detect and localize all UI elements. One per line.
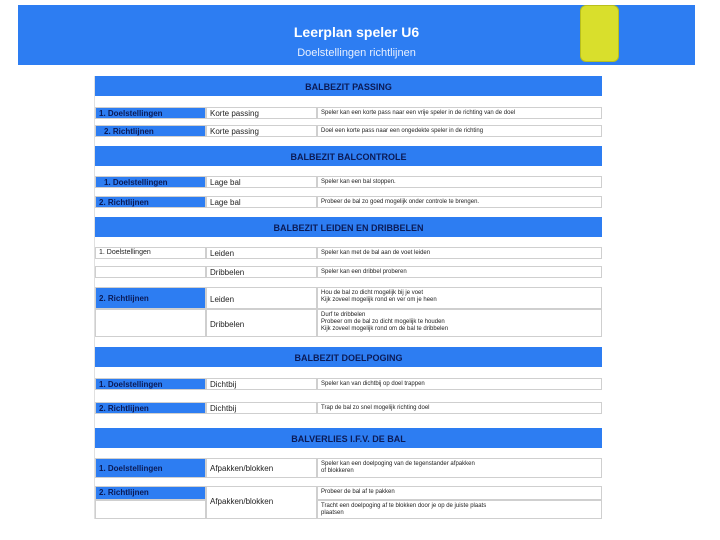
- row-desc: [317, 287, 602, 309]
- row-item: Lage bal: [206, 176, 317, 188]
- row-item: Dribbelen: [206, 266, 317, 278]
- row-label: 1. Doelstellingen: [95, 458, 206, 478]
- section-header-control: [95, 146, 602, 166]
- table-row: [95, 309, 602, 337]
- section-title: BALVERLIES I.F.V. DE BAL: [291, 434, 406, 444]
- row-label: 2. Richtlijnen: [95, 196, 206, 208]
- row-desc: Speler kan van dichtbij op doel trappen: [317, 378, 602, 390]
- table-row: [95, 196, 602, 208]
- desc-line: of blokkeren: [321, 468, 354, 474]
- row-desc: Speler kan een bal stoppen.: [317, 176, 602, 188]
- slide-title: Leerplan speler U6: [293, 24, 420, 40]
- desc-line: Probeer om de bal zo dicht mogelijk te houden: [321, 319, 445, 325]
- section-title: BALBEZIT LEIDEN EN DRIBBELEN: [273, 223, 424, 233]
- row-desc: Probeer de bal af te pakken: [317, 486, 602, 500]
- row-label: 2. Richtlijnen: [95, 402, 206, 414]
- section-header-dribble: [95, 217, 602, 237]
- row-item: Afpakken/blokken: [206, 458, 317, 478]
- section-header-loss: [95, 428, 602, 448]
- row-item: Korte passing: [206, 107, 317, 119]
- row-label: 2. Richtlijnen: [95, 287, 206, 309]
- desc-line: Tracht een doelpoging af te blokken door je op de juiste plaats: [321, 503, 487, 509]
- desc-line: Hou de bal zo dicht mogelijk bij je voet: [321, 290, 424, 296]
- section-header-passing: [95, 76, 602, 96]
- row-desc: [317, 309, 602, 337]
- row-item: Dribbelen: [206, 309, 317, 337]
- row-desc: Speler kan met de bal aan de voet leiden: [317, 247, 602, 259]
- row-desc: Probeer de bal zo goed mogelijk onder controle te brengen.: [317, 196, 602, 208]
- table-row: [95, 247, 602, 259]
- table-row: [95, 125, 602, 137]
- table-row: [95, 378, 602, 390]
- row-label: [95, 266, 206, 278]
- section-title: BALBEZIT DOELPOGING: [294, 353, 403, 363]
- decorative-square: [580, 5, 619, 62]
- row-label-empty: [95, 309, 206, 337]
- row-label: 1. Doelstellingen: [95, 378, 206, 390]
- row-label: 2. Richtlijnen: [95, 486, 206, 500]
- section-title: BALBEZIT PASSING: [305, 82, 392, 92]
- row-desc: [317, 458, 602, 478]
- table-row: [95, 458, 602, 478]
- row-desc: Speler kan een korte pass naar een vrije speler in de richting van de doel: [317, 107, 602, 119]
- row-item: Dichtbij: [206, 378, 317, 390]
- row-label-empty: [95, 500, 206, 519]
- table-row: [95, 266, 602, 278]
- row-label: 1. Doelstellingen: [95, 247, 206, 259]
- section-title: BALBEZIT BALCONTROLE: [290, 152, 407, 162]
- section-header-shot: [95, 347, 602, 367]
- curriculum-table: [94, 76, 602, 519]
- desc-line: Durf te dribbelen: [321, 312, 366, 318]
- row-label: 2. Richtlijnen: [95, 125, 206, 137]
- table-row: [95, 500, 602, 519]
- row-label: 1. Doelstellingen: [95, 176, 206, 188]
- table-row: [95, 402, 602, 414]
- table-row: [95, 176, 602, 188]
- slide-subtitle: Doelstellingen richtlijnen: [297, 47, 416, 59]
- row-item: Leiden: [206, 287, 317, 309]
- row-desc: Speler kan een dribbel proberen: [317, 266, 602, 278]
- table-row: [95, 287, 602, 309]
- row-item: Lage bal: [206, 196, 317, 208]
- desc-line: Kijk zoveel mogelijk rond om de bal te dribbelen: [321, 326, 449, 332]
- row-desc: Doel een korte pass naar een ongedekte speler in de richting: [317, 125, 602, 137]
- desc-line: Kijk zoveel mogelijk rond en ver om je heen: [321, 297, 437, 303]
- table-row: [95, 107, 602, 119]
- desc-line: Speler kan een doelpoging van de tegenstander afpakken: [321, 461, 475, 467]
- row-item: Leiden: [206, 247, 317, 259]
- row-desc: Trap de bal zo snel mogelijk richting doel: [317, 402, 602, 414]
- row-desc: [317, 500, 602, 519]
- row-item: Afpakken/blokken: [206, 486, 317, 519]
- row-item: Dichtbij: [206, 402, 317, 414]
- row-label: 1. Doelstellingen: [95, 107, 206, 119]
- desc-line: plaatsen: [321, 510, 344, 516]
- row-item: Korte passing: [206, 125, 317, 137]
